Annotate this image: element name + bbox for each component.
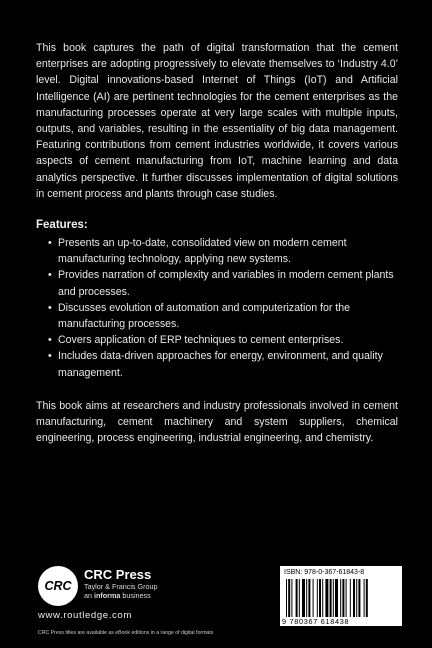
isbn-barcode xyxy=(280,566,402,626)
features-list xyxy=(36,235,398,381)
crc-logo-icon: CRC xyxy=(38,566,78,606)
bullet-icon: • xyxy=(48,269,52,282)
bullet-icon: • xyxy=(48,237,52,250)
publisher-brand xyxy=(84,568,224,600)
feature-text: Covers application of ERP techniques to cement enterprises. xyxy=(58,334,344,347)
bullet-icon: • xyxy=(48,350,52,363)
closing-paragraph: This book aims at researchers and industry professionals involved in cement manufacturing, cement machinery and system suppliers, chemical engineering, process engineering, industrial engineering, and chemistry. xyxy=(36,399,398,445)
publisher-website: www.routledge.com xyxy=(38,610,132,621)
feature-item xyxy=(36,348,398,380)
publisher-group: Taylor & Francis Group xyxy=(84,582,158,591)
feature-text: Includes data-driven approaches for energy, environment, and quality management. xyxy=(58,350,383,379)
feature-item xyxy=(36,300,398,332)
features-heading: Features: xyxy=(36,219,88,232)
back-cover-text xyxy=(36,40,398,446)
publisher-tagline: an informa business xyxy=(84,591,151,600)
publisher-name: CRC Press xyxy=(84,567,152,582)
feature-text: Provides narration of complexity and variables in modern cement plants and processes. xyxy=(58,269,394,298)
feature-item xyxy=(36,267,398,299)
isbn-label: ISBN: 978-0-367-61843-8 xyxy=(284,569,365,576)
feature-text: Presents an up-to-date, consolidated view on modern cement manufacturing technology, applying new systems. xyxy=(58,237,347,266)
ebook-note: CRC Press titles are available as eBook editions in a range of digital formats xyxy=(38,630,214,636)
intro-paragraph: This book captures the path of digital transformation that the cement enterprises are adopting progressively to elevate themselves to ‘Industry 4.0’ level. Digital innovations-based Internet of Things (IoT) and Artificial Intelligence (AI) are pertinent technologies for the cement enterprises as the manufacturing processes operate at very large scales with multiple inputs, outputs, and variables, resulting in the essentiality of big data management. Featuring contributions from cement industries worldwide, it covers various aspects of cement manufacturing from IoT, machine learning and data analytics perspective. It further discusses implementation of digital solutions in cement process and plants through case studies. xyxy=(36,42,398,200)
barcode-digits: 9 780367 618438 xyxy=(282,617,350,626)
feature-item xyxy=(36,235,398,267)
barcode-bars-icon xyxy=(286,579,396,617)
bullet-icon: • xyxy=(48,334,52,347)
feature-text: Discusses evolution of automation and computerization for the manufacturing processes. xyxy=(58,301,351,331)
bullet-icon: • xyxy=(48,301,52,314)
feature-item xyxy=(36,332,398,348)
